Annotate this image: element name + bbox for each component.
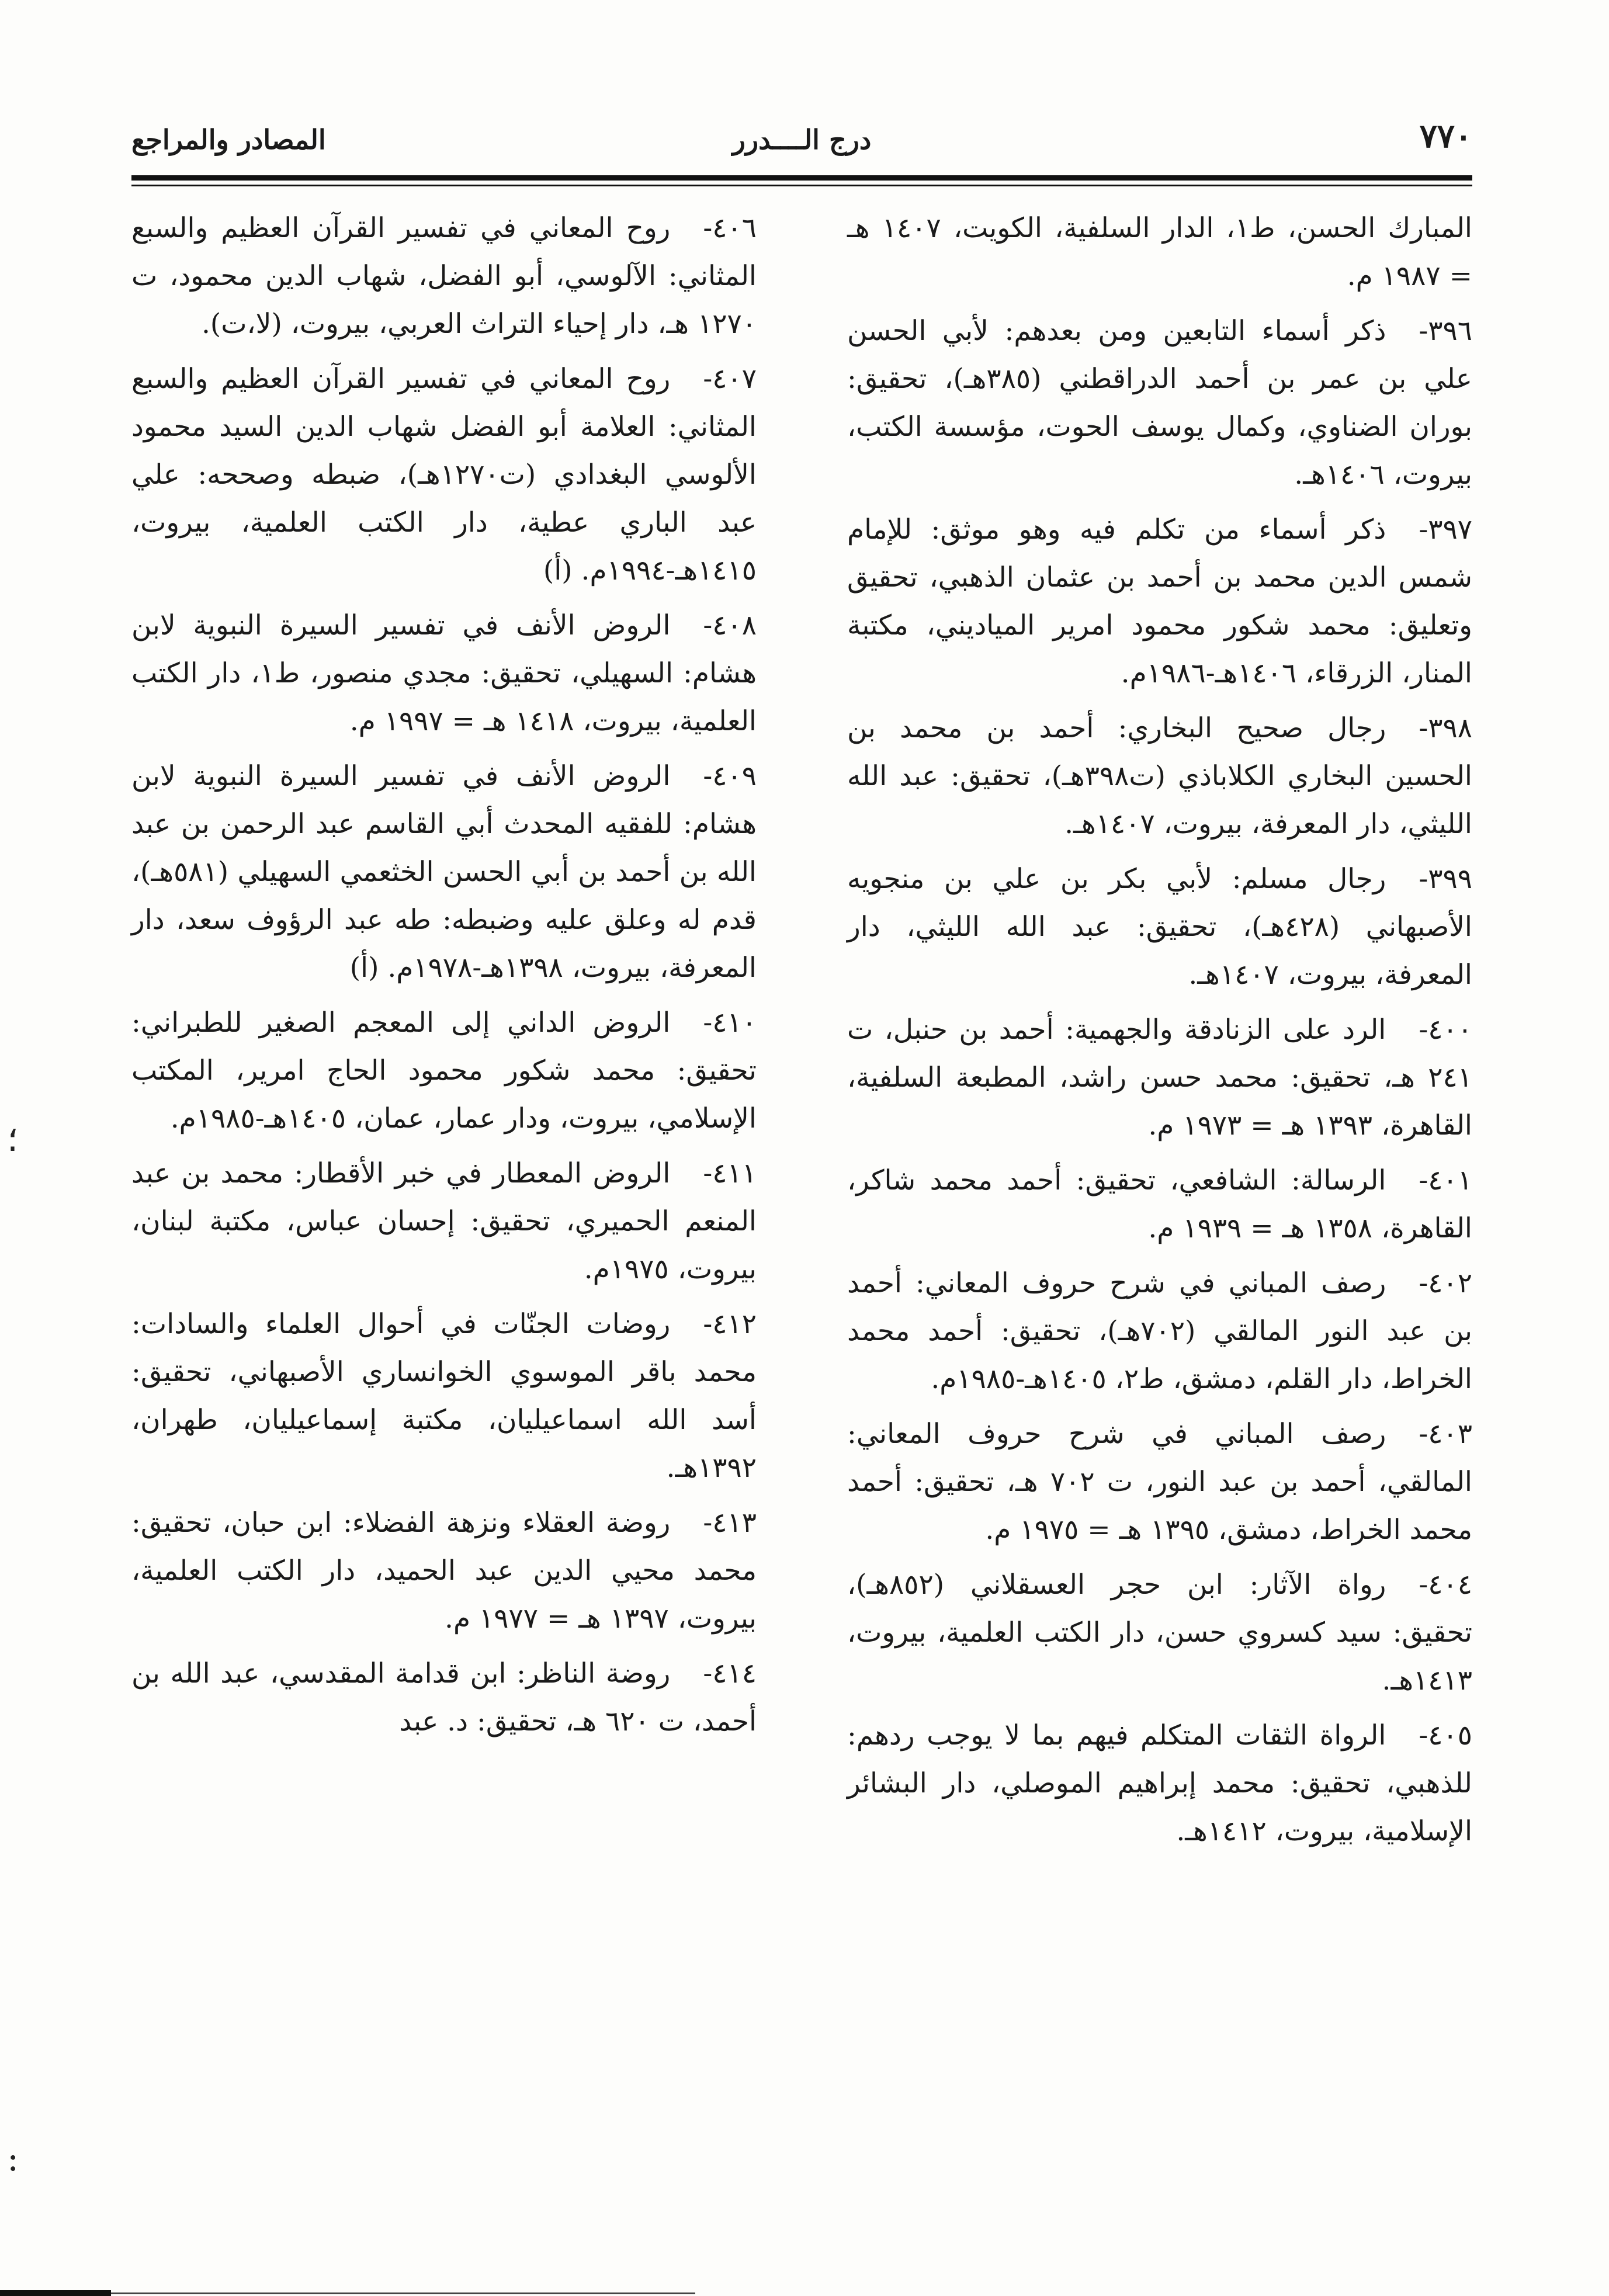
bibliography-entry [131, 602, 757, 745]
right-column [847, 204, 1472, 1863]
entry-text: الروض المعطار في خبر الأقطار: محمد بن عبد المنعم الحميري، تحقيق: إحسان عباس، مكتبة لبنان، بيروت، ١٩٧٥م. [131, 1157, 757, 1285]
entry-number: ٣٩٦- [1419, 315, 1472, 347]
bibliography-entry [847, 1410, 1472, 1554]
bibliography-entry [847, 1712, 1472, 1855]
running-title: درج الــــدرر [732, 124, 872, 155]
entry-text: المبارك الحسن، ط١، الدار السلفية، الكويت، ١٤٠٧ هـ = ١٩٨٧ م. [847, 212, 1472, 292]
bibliography-entry [131, 999, 757, 1143]
entry-number: ٤١٤- [703, 1657, 757, 1690]
bibliography-entry [847, 1561, 1472, 1705]
footer-rule-thick [0, 2290, 111, 2296]
entry-number: ٤١١- [703, 1157, 757, 1189]
entry-number: ٤٠٧- [703, 363, 757, 395]
entry-number: ٣٩٧- [1419, 514, 1472, 546]
bibliography-entry [131, 1300, 757, 1492]
bibliography-entry [847, 307, 1472, 499]
entry-text: رواة الآثار: ابن حجر العسقلاني (٨٥٢هـ)، تحقيق: سيد كسروي حسن، دار الكتب العلمية، بيروت، ١٤١٣هـ. [847, 1569, 1472, 1697]
entry-text: رصف المباني في شرح حروف المعاني: أحمد بن عبد النور المالقي (٧٠٢هـ)، تحقيق: أحمد محمد الخراط، دار القلم، دمشق، ط٢، ١٤٠٥هـ-١٩٨٥م. [847, 1267, 1472, 1395]
entry-text: روضات الجنّات في أحوال العلماء والسادات: محمد باقر الموسوي الخوانساري الأصبهاني، تحقيق: أسد الله اسماعيليان، مكتبة إسماعيليان، طهران، ١٣٩٢هـ. [131, 1308, 757, 1484]
bibliography-entry [847, 506, 1472, 698]
entry-text: رصف المباني في شرح حروف المعاني: المالقي، أحمد بن عبد النور، ت ٧٠٢ هـ، تحقيق: أحمد محمد الخراط، دمشق، ١٣٩٥ هـ = ١٩٧٥ م. [847, 1418, 1472, 1546]
bibliography-entry [847, 204, 1472, 300]
entry-text: الروض الأنف في تفسير السيرة النبوية لابن هشام: للفقيه المحدث أبي القاسم عبد الرحمن بن عبد الله بن أحمد بن أبي الحسن الخثعمي السهيلي (٥٨١هـ)، قدم له وعلق عليه وضبطه: طه عبد الرؤوف سعد، دار المعرفة، بيروت، ١٣٩٨هـ-١٩٧٨م. (أ) [131, 760, 757, 984]
bibliography-entry [131, 204, 757, 348]
bibliography-entry [847, 1260, 1472, 1403]
entry-text: روح المعاني في تفسير القرآن العظيم والسبع المثاني: الآلوسي، أبو الفضل، شهاب الدين محمود، ت ١٢٧٠ هـ، دار إحياء التراث العربي، بيروت، (لا،ت). [131, 212, 757, 340]
entry-number: ٤٠٠- [1419, 1014, 1472, 1046]
entry-number: ٤٠٤- [1419, 1569, 1472, 1601]
entry-number: ٤٠١- [1419, 1164, 1472, 1196]
page-number: ٧٧٠ [1419, 117, 1472, 155]
bibliography-entry [131, 1499, 757, 1643]
bibliography-entry [847, 1157, 1472, 1253]
bibliography-entry [131, 1150, 757, 1293]
bibliography-entry [131, 1650, 757, 1746]
entry-text: ذكر أسماء التابعين ومن بعدهم: لأبي الحسن علي بن عمر بن أحمد الدراقطني (٣٨٥هـ)، تحقيق: بوران الضناوي، وكمال يوسف الحوت، مؤسسة الكتب، بيروت، ١٤٠٦هـ. [847, 315, 1472, 491]
bibliography-entry [847, 1006, 1472, 1150]
bibliography-entry [131, 752, 757, 992]
entry-text: الروض الداني إلى المعجم الصغير للطبراني: تحقيق: محمد شكور محمود الحاج امرير، المكتب الإسلامي، بيروت، ودار عمار، عمان، ١٤٠٥هـ-١٩٨٥م. [131, 1007, 757, 1135]
entry-number: ٣٩٨- [1419, 712, 1472, 744]
entry-number: ٤٠٦- [703, 212, 757, 244]
entry-text: الرسالة: الشافعي، تحقيق: أحمد محمد شاكر، القاهرة، ١٣٥٨ هـ = ١٩٣٩ م. [847, 1164, 1472, 1244]
entry-number: ٤٠٩- [703, 760, 757, 792]
entry-number: ٤١٣- [703, 1507, 757, 1539]
entry-text: روضة العقلاء ونزهة الفضلاء: ابن حبان، تحقيق: محمد محيي الدين عبد الحميد، دار الكتب العلمية، بيروت، ١٣٩٧ هـ = ١٩٧٧ م. [131, 1507, 757, 1635]
footer-rule-thin [111, 2292, 695, 2294]
header-rule-thin [131, 185, 1472, 186]
entry-number: ٤١٢- [703, 1308, 757, 1340]
margin-mark: : [7, 2138, 19, 2179]
entry-text: روضة الناظر: ابن قدامة المقدسي، عبد الله بن أحمد، ت ٦٢٠ هـ، تحقيق: د. عبد [131, 1657, 757, 1737]
entry-text: رجال صحيح البخاري: أحمد بن محمد بن الحسين البخاري الكلاباذي (ت٣٩٨هـ)، تحقيق: عبد الله الليثي، دار المعرفة، بيروت، ١٤٠٧هـ. [847, 712, 1472, 840]
entry-number: ٤١٠- [703, 1007, 757, 1039]
page-header [131, 111, 1472, 175]
entry-text: الرواة الثقات المتكلم فيهم بما لا يوجب ردهم: للذهبي، تحقيق: محمد إبراهيم الموصلي، دار البشائر الإسلامية، بيروت، ١٤١٢هـ. [847, 1719, 1472, 1847]
entry-text: الرد على الزنادقة والجهمية: أحمد بن حنبل، ت ٢٤١ هـ، تحقيق: محمد حسن راشد، المطبعة السلفية، القاهرة، ١٣٩٣ هـ = ١٩٧٣ م. [847, 1014, 1472, 1142]
entry-number: ٤٠٨- [703, 609, 757, 641]
entry-number: ٤٠٢- [1419, 1267, 1472, 1299]
header-rule-thick [131, 175, 1472, 181]
margin-mark: ؛ [7, 1119, 19, 1160]
bibliography-entry [847, 705, 1472, 848]
entry-text: روح المعاني في تفسير القرآن العظيم والسبع المثاني: العلامة أبو الفضل شهاب الدين السيد محمود الألوسي البغدادي (ت١٢٧٠هـ)، ضبطه وصححه: علي عبد الباري عطية، دار الكتب العلمية، بيروت، ١٤١٥هـ-١٩٩٤م. (أ) [131, 363, 757, 587]
entry-number: ٤٠٣- [1419, 1418, 1472, 1450]
section-title: المصادر والمراجع [131, 124, 326, 155]
bibliography-entry [131, 355, 757, 595]
left-column [131, 204, 757, 1753]
entry-text: الروض الأنف في تفسير السيرة النبوية لابن هشام: السهيلي، تحقيق: مجدي منصور، ط١، دار الكتب العلمية، بيروت، ١٤١٨ هـ = ١٩٩٧ م. [131, 609, 757, 737]
entry-number: ٣٩٩- [1419, 863, 1472, 895]
entry-text: ذكر أسماء من تكلم فيه وهو موثق: للإمام شمس الدين محمد بن أحمد بن عثمان الذهبي، تحقيق وتعليق: محمد شكور محمود امرير المياديني، مكتبة المنار، الزرقاء، ١٤٠٦هـ-١٩٨٦م. [847, 514, 1472, 689]
bibliography-entry [847, 855, 1472, 999]
entry-number: ٤٠٥- [1419, 1719, 1472, 1752]
entry-text: رجال مسلم: لأبي بكر بن علي بن منجويه الأصبهاني (٤٢٨هـ)، تحقيق: عبد الله الليثي، دار المعرفة، بيروت، ١٤٠٧هـ. [847, 863, 1472, 991]
